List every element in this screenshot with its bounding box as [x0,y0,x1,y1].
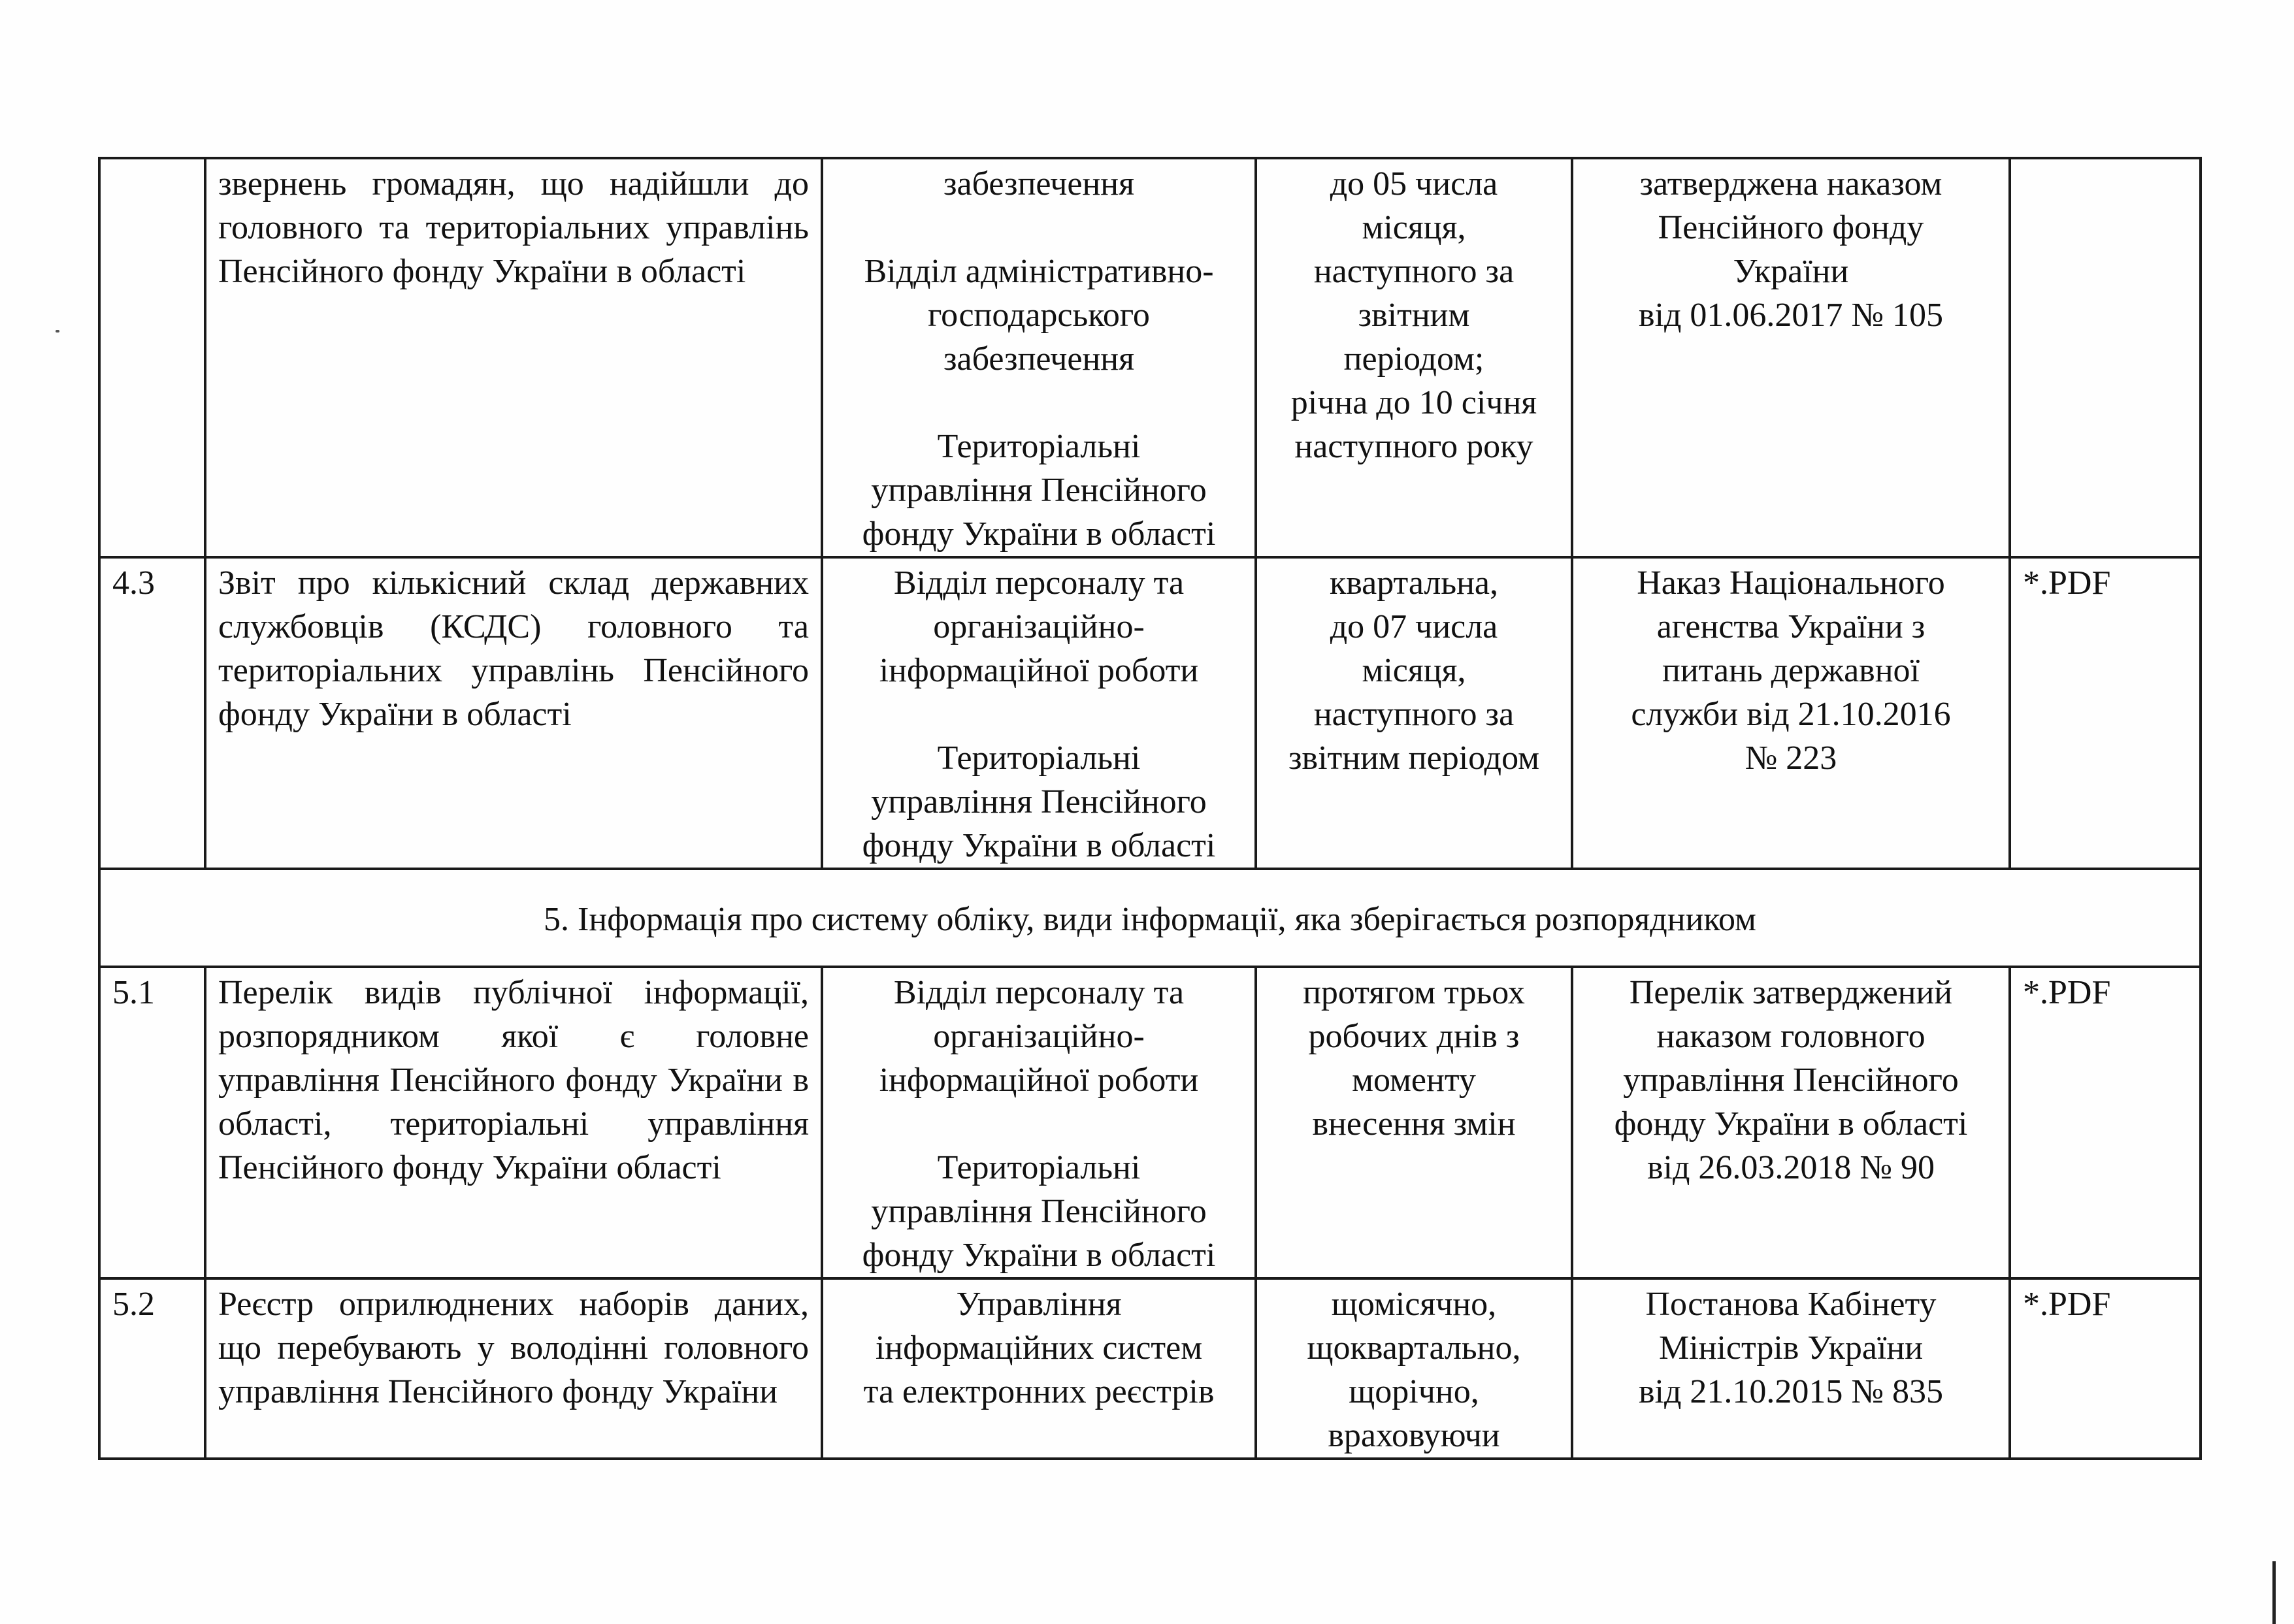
scan-speck [56,330,59,333]
row-number: 5.2 [99,1278,205,1459]
row-description: Перелік видів публічної інформації, розпорядником якої є головне управління Пенсійного фонду України в області, територіальні управління Пенсійного фонду України області [205,967,822,1278]
row-number: 4.3 [99,557,205,869]
row-description: Реєстр оприлюднених наборів даних, що перебувають у володінні головного управління Пенсійного фонду України [205,1278,822,1459]
row-legal-basis: Перелік затверджений наказом головного управління Пенсійного фонду України в області від 26.03.2018 № 90 [1572,967,2010,1278]
information-table [98,157,2202,1460]
row-description: звернень громадян, що надійшли до головного та територіальних управлінь Пенсійного фонду України в області [205,158,822,557]
section-heading: 5. Інформація про систему обліку, види інформації, яка зберігається розпорядником [99,869,2201,967]
row-term: протягом трьох робочих днів з моменту внесення змін [1256,967,1572,1278]
scan-edge-mark [2272,1561,2276,1624]
row-term: щомісячно, щоквартально, щорічно, враховуючи [1256,1278,1572,1459]
table-row [99,557,2201,869]
row-department: Управління інформаційних систем та електронних реєстрів [822,1278,1256,1459]
row-department: Відділ персоналу та організаційно- інформаційної роботи Територіальні управління Пенсійного фонду України в області [822,557,1256,869]
row-format [2010,158,2201,557]
row-department: Відділ персоналу та організаційно- інформаційної роботи Територіальні управління Пенсійного фонду України в області [822,967,1256,1278]
row-number [99,158,205,557]
row-department: забезпечення Відділ адміністративно- господарського забезпечення Територіальні управління Пенсійного фонду України в області [822,158,1256,557]
row-legal-basis: затверджена наказом Пенсійного фонду України від 01.06.2017 № 105 [1572,158,2010,557]
table-row [99,967,2201,1278]
row-description: Звіт про кількісний склад державних службовців (КСДС) головного та територіальних управлінь Пенсійного фонду України в області [205,557,822,869]
table-row [99,1278,2201,1459]
row-term: квартальна, до 07 числа місяця, наступного за звітним періодом [1256,557,1572,869]
row-term: до 05 числа місяця, наступного за звітним періодом; річна до 10 січня наступного року [1256,158,1572,557]
section-heading-row [99,869,2201,967]
row-format: *.PDF [2010,557,2201,869]
table-row [99,158,2201,557]
row-number: 5.1 [99,967,205,1278]
row-legal-basis: Наказ Національного агенства України з питань державної служби від 21.10.2016 № 223 [1572,557,2010,869]
row-format: *.PDF [2010,967,2201,1278]
row-legal-basis: Постанова Кабінету Міністрів України від 21.10.2015 № 835 [1572,1278,2010,1459]
row-format: *.PDF [2010,1278,2201,1459]
